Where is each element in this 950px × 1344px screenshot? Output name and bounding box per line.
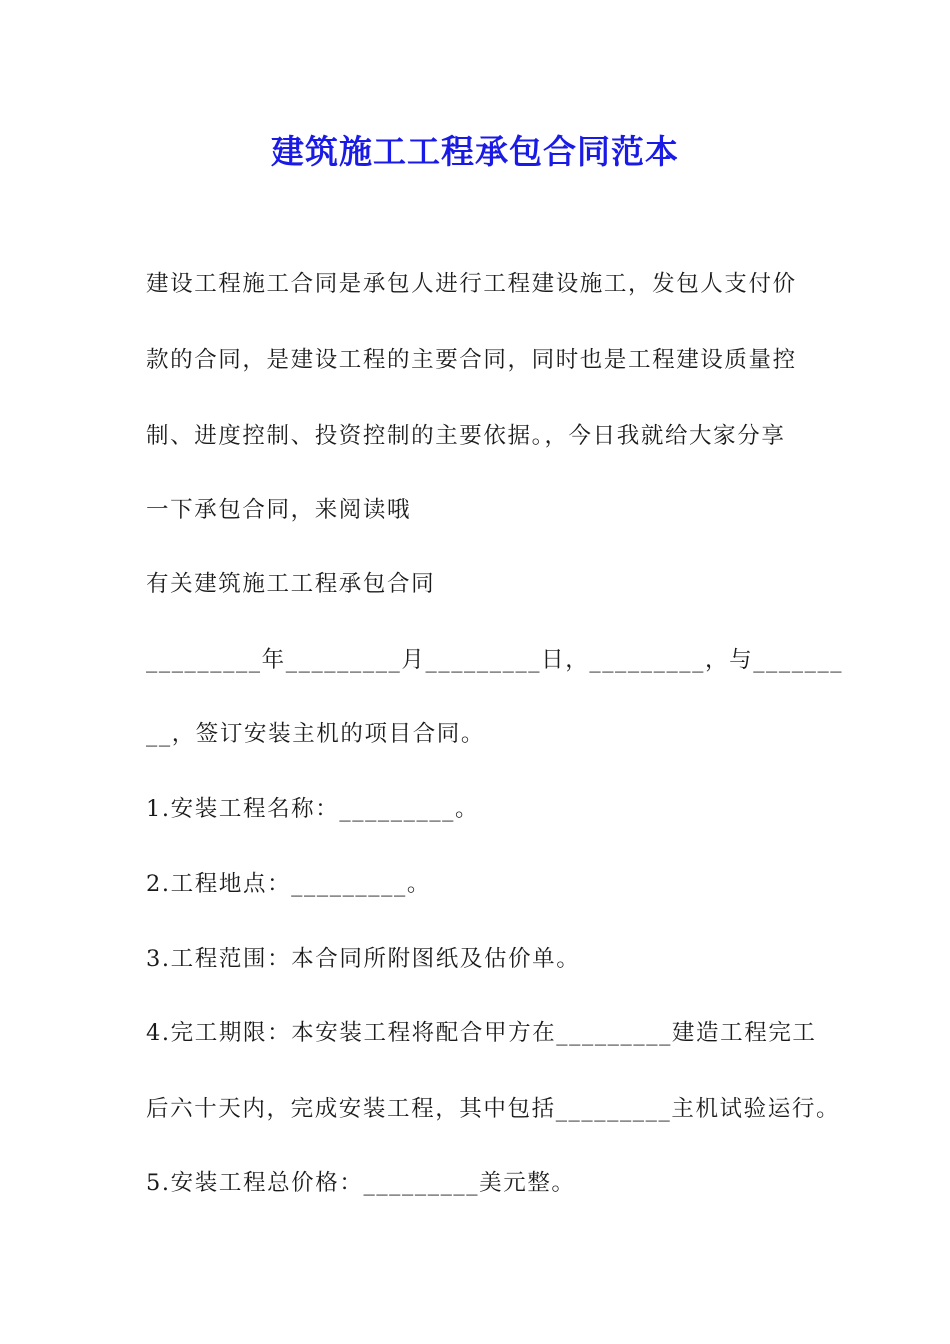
clause-item: 1.安装工程名称：_________。 [146,796,480,822]
section-heading: 有关建筑施工工程承包合同 [146,571,436,597]
clause-item: 4.完工期限：本安装工程将配合甲方在_________建造工程完工 [146,1020,817,1046]
clause-item: 5.安装工程总价格：_________美元整。 [146,1170,576,1196]
paragraph-line: 款的合同，是建设工程的主要合同，同时也是工程建设质量控 [146,347,797,373]
clause-item: 2.工程地点：_________。 [146,871,431,897]
clause-item: 3.工程范围：本合同所附图纸及估价单。 [146,946,581,972]
contract-party-line: __，签订安装主机的项目合同。 [146,721,486,747]
paragraph-line: 制、进度控制、投资控制的主要依据。，今日我就给大家分享 [146,423,786,449]
clause-item-continuation: 后六十天内，完成安装工程，其中包括_________主机试验运行。 [146,1096,841,1122]
contract-date-line: _________年_________月_________日，_________，与_______ [146,647,844,673]
document-title: 建筑施工工程承包合同范本 [271,132,679,171]
paragraph-line: 一下承包合同，来阅读哦 [146,497,412,523]
paragraph-line: 建设工程施工合同是承包人进行工程建设施工，发包人支付价 [146,271,797,297]
